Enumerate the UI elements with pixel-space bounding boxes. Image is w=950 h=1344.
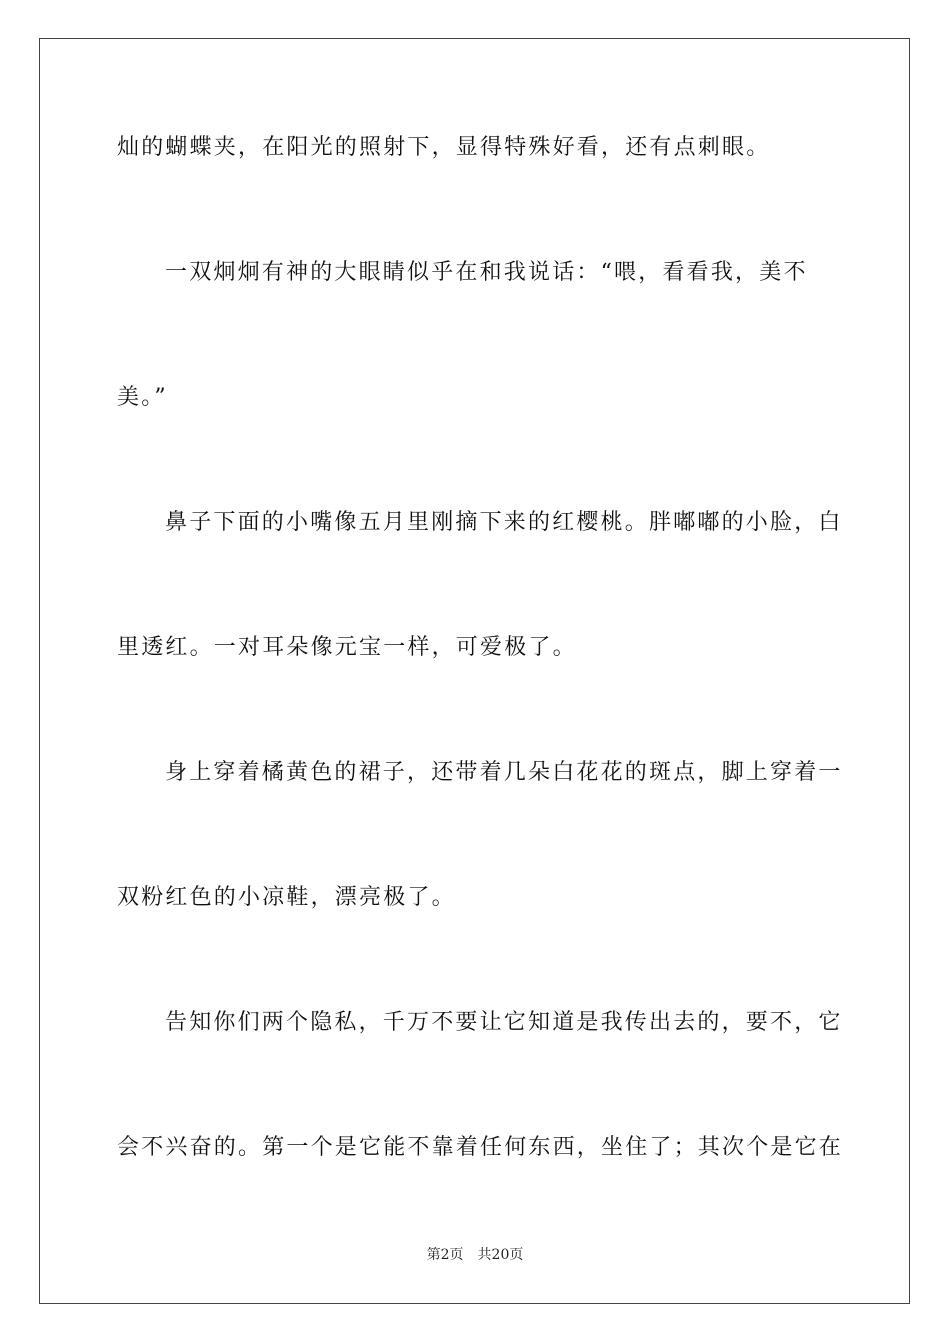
text-line: 灿的蝴蝶夹，在阳光的照射下，显得特殊好看，还有点刺眼。 bbox=[117, 135, 771, 160]
page-total: 共20页 bbox=[477, 1247, 524, 1263]
paragraph-start-line: 身上穿着橘黄色的裙子，还带着几朵白花花的斑点，脚上穿着一 bbox=[165, 760, 843, 785]
page-border bbox=[39, 38, 910, 1304]
paragraph-start-line: 一双炯炯有神的大眼睛似乎在和我说话：“喂，看看我，美不 bbox=[165, 260, 808, 285]
text-line: 美。” bbox=[117, 385, 168, 410]
text-line: 会不兴奋的。第一个是它能不靠着任何东西，坐住了；其次个是它在 bbox=[117, 1135, 844, 1160]
paragraph-start-line: 告知你们两个隐私，千万不要让它知道是我传出去的，要不，它 bbox=[165, 1010, 843, 1035]
page-number: 第2页 bbox=[426, 1247, 464, 1263]
paragraph-start-line: 鼻子下面的小嘴像五月里刚摘下来的红樱桃。胖嘟嘟的小脸，白 bbox=[165, 510, 843, 535]
text-line: 里透红。一对耳朵像元宝一样，可爱极了。 bbox=[117, 635, 577, 660]
page-footer bbox=[0, 1245, 950, 1265]
text-line: 双粉红色的小凉鞋，漂亮极了。 bbox=[117, 885, 456, 910]
